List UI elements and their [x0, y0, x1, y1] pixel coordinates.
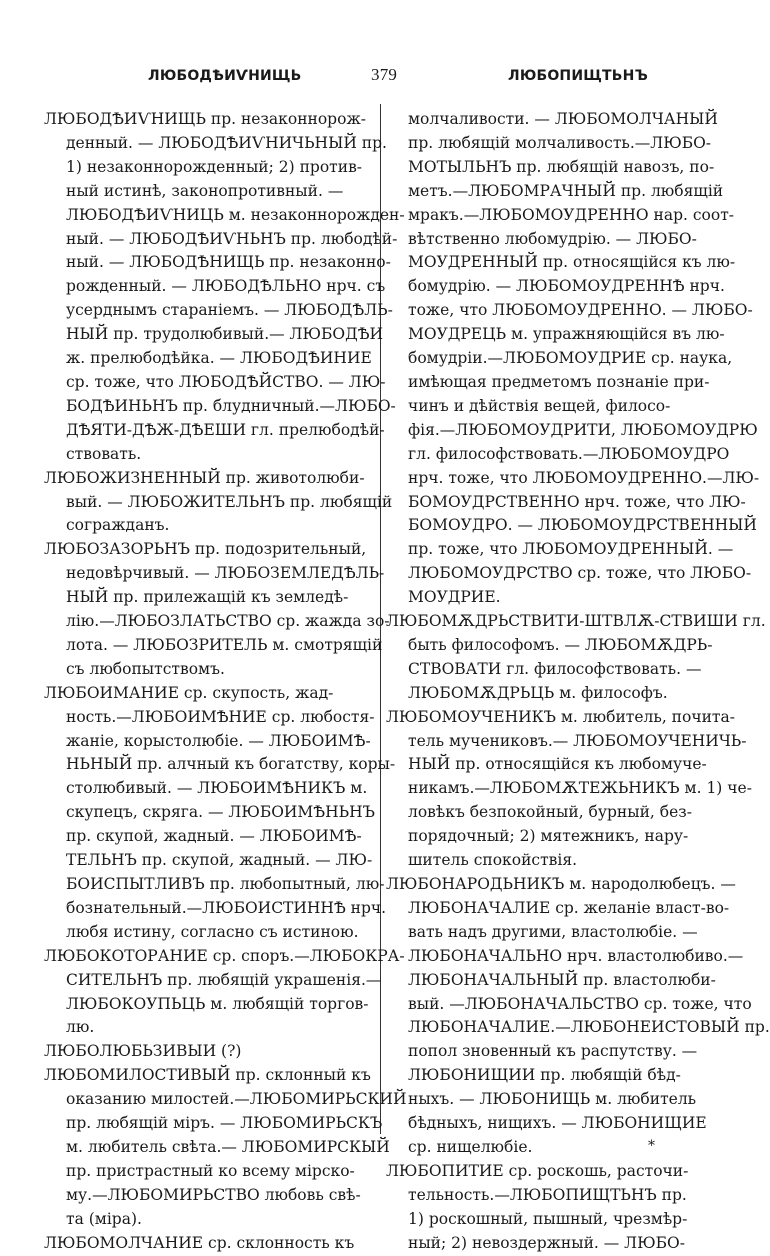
- dictionary-line: та (міра).: [66, 1209, 142, 1228]
- dictionary-line: 1) роскошный, пышный, чрезмѣр-: [408, 1209, 688, 1228]
- dictionary-line: имѣющая предметомъ познаніе при-: [408, 372, 710, 391]
- dictionary-line: пр. любящій молчаливость.—ЛЮБО-: [408, 133, 712, 152]
- dictionary-line: м. любитель свѣта.— ЛЮБОМИРСКЫЙ: [66, 1137, 390, 1156]
- dictionary-line: ЛЮБОМѪДРЬСТВИТИ-ШТВЛѪ-СТВИШИ гл.: [386, 612, 766, 631]
- dictionary-line: ЛЮБОМѪДРЬЦЬ м. философъ.: [408, 683, 668, 702]
- dictionary-line: ср. нищелюбіе.: [408, 1137, 533, 1156]
- dictionary-line: ЛЮБОЛЮБЬЗИВЫИ (?): [44, 1042, 242, 1061]
- dictionary-line: ЛЮБОНИЩИИ пр. любящій бѣд-: [408, 1066, 681, 1085]
- dictionary-line: ж. прелюбодѣйка. — ЛЮБОДѢИНИЕ: [66, 349, 372, 368]
- dictionary-line: скупецъ, скряга. — ЛЮБОИМѢНЬНЪ: [66, 803, 375, 822]
- dictionary-line: быть философомъ. — ЛЮБОМѪДРЬ-: [408, 635, 713, 654]
- dictionary-line: ЛЮБОМОУЧЕНИКЪ м. любитель, почита-: [386, 707, 735, 726]
- dictionary-line: мракъ.—ЛЮБОМОУДРЕННО нар. соот-: [408, 205, 735, 224]
- dictionary-line: БОМОУДРО. — ЛЮБОМОУДРСТВЕННЫЙ: [408, 516, 757, 535]
- dictionary-line: НЫЙ пр. трудолюбивый.— ЛЮБОДѢИ: [66, 325, 384, 344]
- dictionary-line: фія.—ЛЮБОМОУДРИТИ, ЛЮБОМОУДРЮ: [408, 420, 758, 439]
- dictionary-line: ДѢЯТИ-ДѢЖ-ДѢЕШИ гл. прелюбодѣй-: [66, 420, 385, 439]
- dictionary-line: вый. — ЛЮБОЖИТЕЛЬНЪ пр. любящій: [66, 492, 393, 511]
- dictionary-line: ЛЮБОНАЧАЛИЕ.—ЛЮБОНЕИСТОВЫЙ пр.: [408, 1018, 770, 1037]
- dictionary-line: БОДѢИНЬНЪ пр. блудничный.—ЛЮБО-: [66, 396, 396, 415]
- dictionary-line: лота. — ЛЮБОЗРИТЕЛЬ м. смотрящій: [66, 635, 383, 654]
- header-left-catchword: ЛЮБОДѢИѴНИЩЬ: [148, 68, 302, 84]
- footer-mark: *: [648, 1138, 655, 1154]
- header-right-catchword: ЛЮБОПИЩТЬНЪ: [508, 68, 648, 84]
- right-column: [386, 108, 770, 1256]
- dictionary-line: порядочный; 2) мятежникъ, нару-: [408, 827, 689, 846]
- dictionary-line: МОУДРЕЦЬ м. упражняющійся въ лю-: [408, 325, 725, 344]
- dictionary-line: бѣдныхъ, нищихъ. — ЛЮБОНИЩИЕ: [408, 1114, 707, 1133]
- dictionary-line: ЛЮБОКОТОРАНИЕ ср. споръ.—ЛЮБОКРА-: [44, 946, 405, 965]
- dictionary-line: ныхъ. — ЛЮБОНИЩЬ м. любитель: [408, 1090, 697, 1109]
- dictionary-line: попол зновенный къ распутству. —: [408, 1042, 698, 1061]
- dictionary-line: ЛЮБОНАЧАЛЬНО нрч. властолюбиво.—: [408, 946, 744, 965]
- dictionary-line: ность.—ЛЮБОИМѢНИЕ ср. любостя-: [66, 707, 375, 726]
- dictionary-line: ЛЮБОНАЧАЛИЕ ср. желаніе власт-во-: [408, 898, 730, 917]
- dictionary-line: ТЕЛЬНЪ пр. скупой, жадный. — ЛЮ-: [66, 851, 373, 870]
- dictionary-line: вать надъ другими, властолюбіе. —: [408, 922, 698, 941]
- dictionary-line: ЛЮБОЖИЗНЕННЫЙ пр. животолюби-: [44, 468, 365, 487]
- dictionary-line: лію.—ЛЮБОЗЛАТЬСТВО ср. жажда зо-: [66, 612, 390, 631]
- dictionary-line: МОТЫЛЬНЪ пр. любящій навозъ, по-: [408, 157, 715, 176]
- dictionary-line: денный. — ЛЮБОДѢИѴНИЧЬНЫЙ пр.: [66, 133, 387, 152]
- dictionary-line: рожденный. — ЛЮБОДѢЛЬНО нрч. съ: [66, 277, 386, 296]
- dictionary-line: ЛЮБОКОУПЬЦЬ м. любящій торгов-: [66, 994, 369, 1013]
- dictionary-line: согражданъ.: [66, 516, 170, 535]
- dictionary-line: ЛЮБОМОЛЧАНИЕ ср. склонность къ: [44, 1233, 355, 1252]
- dictionary-line: ствовать.: [66, 444, 142, 463]
- dictionary-line: НЬНЫЙ пр. алчный къ богатству, коры-: [66, 755, 396, 774]
- dictionary-line: 1) незаконнорожденный; 2) против-: [66, 157, 363, 176]
- dictionary-line: жаніе, корыстолюбіе. — ЛЮБОИМѢ-: [66, 731, 371, 750]
- dictionary-line: МОУДРИЕ.: [408, 588, 501, 607]
- dictionary-line: му.—ЛЮБОМИРЬСТВО любовь свѣ-: [66, 1185, 361, 1204]
- dictionary-line: ный истинѣ, законопротивный. —: [66, 181, 344, 200]
- dictionary-line: ЛЮБОМОУДРСТВО ср. тоже, что ЛЮБО-: [408, 564, 752, 583]
- dictionary-line: ЛЮБОДѢИѴНИЦЬ м. незаконнорожден-: [66, 205, 405, 224]
- dictionary-line: БОМОУДРСТВЕННО нрч. тоже, что ЛЮ-: [408, 492, 746, 511]
- dictionary-line: ЛЮБОИМАНИЕ ср. скупость, жад-: [44, 683, 334, 702]
- dictionary-line: ЛЮБОДѢИѴНИЩЬ пр. незаконнорож-: [44, 110, 366, 128]
- dictionary-line: бомудріи.—ЛЮБОМОУДРИЕ ср. наука,: [408, 349, 733, 368]
- dictionary-line: вый. —ЛЮБОНАЧАЛЬСТВО ср. тоже, что: [408, 994, 752, 1013]
- dictionary-line: СИТЕЛЬНЪ пр. любящій украшенія.—: [66, 970, 382, 989]
- dictionary-line: пр. пристрастный ко всему мірско-: [66, 1161, 355, 1180]
- left-column: [44, 108, 407, 1256]
- dictionary-line: метъ.—ЛЮБОМРАЧНЫЙ пр. любящій: [408, 181, 724, 200]
- dictionary-line: молчаливости. — ЛЮБОМОЛЧАНЫЙ: [408, 110, 718, 128]
- dictionary-line: тель мучениковъ.— ЛЮБОМОУЧЕНИЧЬ-: [408, 731, 747, 750]
- dictionary-line: ср. тоже, что ЛЮБОДѢЙСТВО. — ЛЮ-: [66, 372, 386, 391]
- dictionary-line: чинъ и дѣйствія вещей, филосо-: [408, 396, 671, 415]
- dictionary-line: вѣтственно любомудрію. — ЛЮБО-: [408, 229, 697, 248]
- dictionary-line: съ любопытствомъ.: [66, 659, 225, 678]
- page-number: 379: [371, 65, 398, 84]
- dictionary-line: столюбивый. — ЛЮБОИМѢНИКЪ м.: [66, 779, 368, 798]
- dictionary-line: ЛЮБОЗАЗОРЬНЪ пр. подозрительный,: [44, 540, 367, 559]
- dictionary-line: пр. тоже, что ЛЮБОМОУДРЕННЫЙ. —: [408, 540, 734, 559]
- dictionary-line: пр. скупой, жадный. — ЛЮБОИМѢ-: [66, 827, 362, 846]
- dictionary-line: оказанию милостей.—ЛЮБОМИРЬСКИЙ: [66, 1090, 407, 1109]
- dictionary-line: тоже, что ЛЮБОМОУДРЕННО. — ЛЮБО-: [408, 301, 753, 320]
- dictionary-line: пр. любящій міръ. — ЛЮБОМИРЬСКЪ: [66, 1114, 383, 1133]
- dictionary-line: лю.: [66, 1018, 95, 1037]
- dictionary-line: недовѣрчивый. — ЛЮБОЗЕМЛЕДѢЛЬ-: [66, 564, 385, 583]
- dictionary-line: ЛЮБОНАЧАЛЬНЫЙ пр. властолюби-: [408, 970, 716, 989]
- dictionary-line: гл. философствовать.—ЛЮБОМОУДРО: [408, 444, 730, 463]
- dictionary-line: ный. — ЛЮБОДѢНИЩЬ пр. незаконно-: [66, 253, 391, 272]
- dictionary-line: ЛЮБОПИТИЕ ср. роскошь, расточи-: [386, 1161, 689, 1180]
- dictionary-line: ЛЮБОМИЛОСТИВЫЙ пр. склонный къ: [44, 1066, 371, 1085]
- dictionary-line: СТВОВАТИ гл. философствовать. —: [408, 659, 702, 678]
- dictionary-line: МОУДРЕННЫЙ пр. относящійся къ лю-: [408, 253, 736, 272]
- dictionary-line: НЫЙ пр. прилежащій къ земледѣ-: [66, 588, 349, 607]
- dictionary-line: ный. — ЛЮБОДѢИѴНЬНЪ пр. любодѣй-: [66, 229, 398, 248]
- dictionary-line: ловѣкъ безпокойный, бурный, без-: [408, 803, 692, 822]
- dictionary-line: любя истину, согласно съ истиною.: [66, 922, 359, 941]
- dictionary-line: БОИСПЫТЛИВЪ пр. любопытный, лю-: [66, 875, 385, 893]
- dictionary-line: никамъ.—ЛЮБОМѪТЕЖЬНИКЪ м. 1) че-: [408, 779, 752, 798]
- dictionary-line: усерднымъ стараніемъ. — ЛЮБОДѢЛЬ-: [66, 301, 393, 320]
- dictionary-line: бомудрію. — ЛЮБОМОУДРЕННѢ нрч.: [408, 277, 725, 296]
- dictionary-line: нрч. тоже, что ЛЮБОМОУДРЕННО.—ЛЮ-: [408, 468, 760, 487]
- running-header: [40, 65, 730, 94]
- dictionary-line: ный; 2) невоздержный. — ЛЮБО-: [408, 1233, 685, 1252]
- dictionary-line: НЫЙ пр. относящійся къ любомуче-: [408, 755, 707, 774]
- dictionary-line: бознательный.—ЛЮБОИСТИННѢ нрч.: [66, 898, 387, 917]
- dictionary-line: тельность.—ЛЮБОПИЩТЬНЪ пр.: [408, 1185, 687, 1204]
- dictionary-line: ЛЮБОНАРОДЬНИКЪ м. народолюбецъ. —: [386, 875, 736, 893]
- dictionary-line: шитель спокойствія.: [408, 851, 578, 870]
